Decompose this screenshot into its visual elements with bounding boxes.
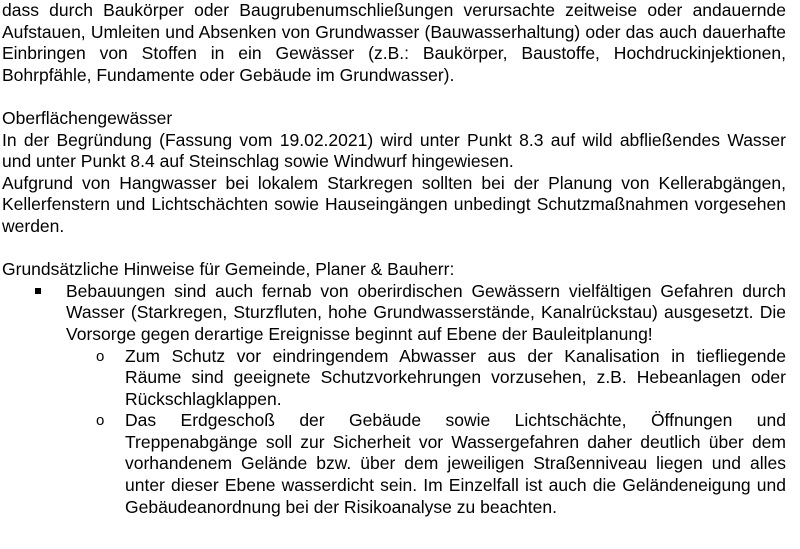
general-notes-heading: Grundsätzliche Hinweise für Gemeinde, Planer & Bauherr: bbox=[2, 259, 455, 280]
bullet-text: Bebauungen sind auch fernab von oberirdischen Gewässern vielfältigen Gefahren durch Wasser (Starkregen, Sturzfluten, hohe Grundwasserstände, Kanalrückstau) ausgesetzt. Die Vorsorge gegen derartige Ereignisse beginnt auf Ebene der Bauleitplanung! bbox=[66, 280, 786, 344]
document-page bbox=[2, 0, 786, 518]
sub-item-text: Das Erdgeschoß der Gebäude sowie Lichtschächte, Öffnungen und Treppenabgänge soll zur Sicherheit vor Wassergefahren daher deutlich über dem vorhandenem Gelände bzw. über dem jeweiligen Straßenniveau liegen und alles unter dieser Ebene wasserdicht sein. Im Einzelfall ist auch die Geländeneigung und Gebäudeanordnung bei der Risikoanalyse zu beachten. bbox=[125, 410, 786, 517]
circle-bullet-icon: o bbox=[96, 412, 105, 430]
sub-list-item bbox=[2, 346, 786, 411]
sub-item-text: Zum Schutz vor eindringendem Abwasser aus der Kanalisation in tiefliegende Räume sind geeignete Schutzvorkehrungen vorzusehen, z.B. Hebeanlagen oder Rückschlagklappen. bbox=[125, 345, 786, 409]
circle-bullet-icon: o bbox=[96, 347, 105, 365]
surface-water-heading: Oberflächengewässer bbox=[2, 107, 173, 128]
sub-list-item bbox=[2, 410, 786, 518]
surface-water-paragraph-1: In der Begründung (Fassung vom 19.02.2021) wird unter Punkt 8.3 auf wild abfließendes Wasser und unter Punkt 8.4 auf Steinschlag sowie Windwurf hingewiesen. bbox=[2, 129, 786, 172]
paragraph-spacer bbox=[2, 238, 786, 260]
surface-water-paragraph-2: Aufgrund von Hangwasser bei lokalem Starkregen sollten bei der Planung von Kellerabgängen, Kellerfenstern und Lichtschächten sowie Hauseingängen unbedingt Schutzmaßnahmen vorgesehen werden. bbox=[2, 172, 786, 236]
bullet-item bbox=[2, 281, 786, 346]
intro-paragraph: dass durch Baukörper oder Baugrubenumschließungen verursachte zeitweise oder andauernde Aufstauen, Umleiten und Absenken von Grundwasser (Bauwasserhaltung) oder das auch dauerhafte Einbringen von Stoffen in ein Gewässer (z.B.: Baukörper, Baustoffe, Hochdruckinjektionen, Bohrpfähle, Fundamente oder Gebäude im Grundwasser). bbox=[2, 0, 786, 85]
paragraph-spacer bbox=[2, 86, 786, 108]
square-bullet-icon bbox=[35, 281, 41, 303]
